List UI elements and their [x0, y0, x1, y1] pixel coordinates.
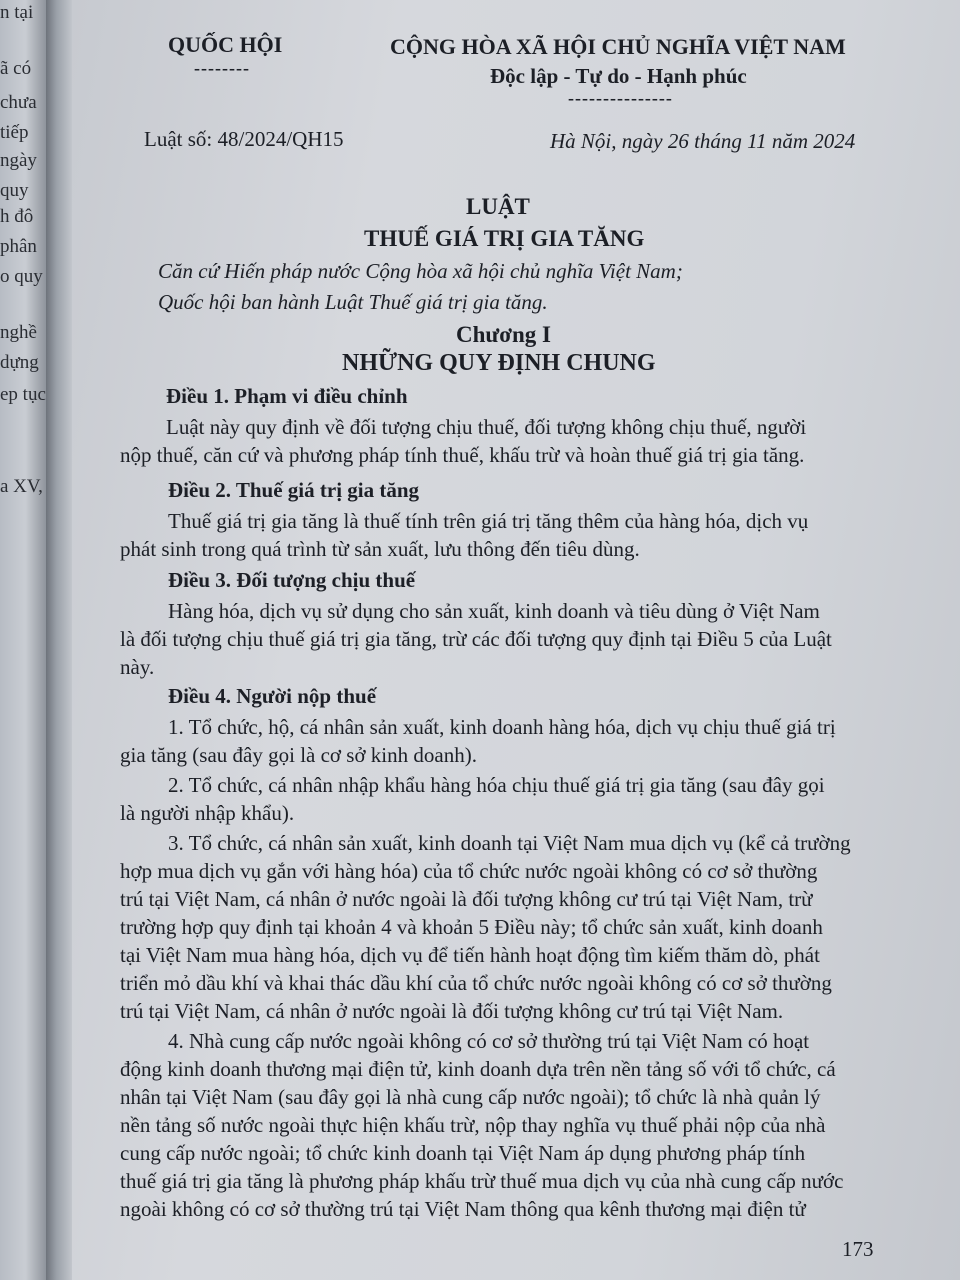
document-type: LUẬT — [466, 194, 530, 219]
article-text: là người nhập khẩu). — [120, 801, 295, 825]
margin-fragment: tiếp — [0, 122, 29, 143]
article-text: động kinh doanh thương mại điện tử, kinh doanh dựa trên nền tảng số với tổ chức, cá — [120, 1057, 836, 1081]
article-text: 2. Tổ chức, cá nhân nhập khẩu hàng hóa chịu thuế giá trị gia tăng (sau đây gọi — [168, 773, 825, 797]
margin-fragment: ã có — [0, 58, 32, 79]
article-text: phát sinh trong quá trình từ sản xuất, lưu thông đến tiêu dùng. — [120, 537, 640, 561]
law-number: Luật số: 48/2024/QH15 — [144, 127, 344, 151]
article-text: nộp thuế, căn cứ và phương pháp tính thuế, khấu trừ và hoàn thuế giá trị gia tăng. — [120, 443, 805, 467]
preamble-line: Căn cứ Hiến pháp nước Cộng hòa xã hội chủ nghĩa Việt Nam; — [158, 259, 683, 283]
article-text: ngoài không có cơ sở thường trú tại Việt Nam thông qua kênh thương mại điện tử — [120, 1197, 806, 1221]
document-title: THUẾ GIÁ TRỊ GIA TĂNG — [364, 226, 645, 251]
article-text: trường hợp quy định tại khoản 4 và khoản 5 Điều này; tổ chức sản xuất, kinh doanh — [120, 915, 823, 939]
chapter-name: NHỮNG QUY ĐỊNH CHUNG — [342, 350, 656, 376]
margin-fragment: ngày — [0, 150, 37, 171]
margin-fragment: a XV, — [0, 476, 43, 497]
margin-fragment: h đô — [0, 206, 34, 227]
document-page — [72, 0, 960, 1280]
article-text: tại Việt Nam mua hàng hóa, dịch vụ để tiến hành hoạt động tìm kiếm thăm dò, phát — [120, 943, 820, 967]
article-4-title: Điều 4. Người nộp thuế — [168, 684, 377, 708]
article-text: 1. Tổ chức, hộ, cá nhân sản xuất, kinh doanh hàng hóa, dịch vụ chịu thuế giá trị — [168, 715, 836, 739]
article-text: Hàng hóa, dịch vụ sử dụng cho sản xuất, kinh doanh và tiêu dùng ở Việt Nam — [168, 599, 820, 623]
margin-fragment: n tại — [0, 2, 34, 23]
margin-fragment: ep tục — [0, 384, 46, 405]
book-spine — [46, 0, 72, 1280]
article-text: trú tại Việt Nam, cá nhân ở nước ngoài là đối tượng không cư trú tại Việt Nam. — [120, 999, 784, 1023]
article-text: triển mỏ dầu khí và khai thác dầu khí của tổ chức nước ngoài không có cơ sở thường — [120, 971, 832, 995]
article-text: Luật này quy định về đối tượng chịu thuế, đối tượng không chịu thuế, người — [166, 415, 807, 439]
page-number: 173 — [842, 1237, 874, 1261]
preamble-line: Quốc hội ban hành Luật Thuế giá trị gia tăng. — [158, 290, 548, 314]
article-text: thuế giá trị gia tăng là phương pháp khấu trừ thuế mua dịch vụ của nhà cung cấp nước — [120, 1169, 844, 1193]
place-date: Hà Nội, ngày 26 tháng 11 năm 2024 — [550, 129, 856, 153]
motto-underline: --------------- — [568, 88, 673, 108]
article-text: gia tăng (sau đây gọi là cơ sở kinh doanh). — [120, 743, 477, 767]
margin-fragment: chưa — [0, 92, 37, 113]
article-text: nền tảng số nước ngoài thực hiện khấu trừ, nộp thay nghĩa vụ thuế phải nộp của nhà — [120, 1113, 826, 1137]
article-3-title: Điều 3. Đối tượng chịu thuế — [168, 568, 416, 592]
national-title: CỘNG HÒA XÃ HỘI CHỦ NGHĨA VIỆT NAM — [390, 34, 846, 59]
issuing-body-underline: -------- — [194, 58, 250, 78]
issuing-body: QUỐC HỘI — [168, 32, 283, 57]
margin-fragment: nghề — [0, 322, 37, 343]
article-text: Thuế giá trị gia tăng là thuế tính trên giá trị tăng thêm của hàng hóa, dịch vụ — [168, 509, 809, 533]
article-text: 3. Tổ chức, cá nhân sản xuất, kinh doanh tại Việt Nam mua dịch vụ (kể cả trường — [168, 831, 851, 855]
national-motto: Độc lập - Tự do - Hạnh phúc — [490, 64, 747, 88]
article-text: này. — [120, 655, 155, 679]
chapter-number: Chương I — [456, 322, 551, 347]
article-text: 4. Nhà cung cấp nước ngoài không có cơ sở thường trú tại Việt Nam có hoạt — [168, 1029, 810, 1053]
margin-fragment: o quy — [0, 266, 43, 287]
margin-fragment: dựng — [0, 352, 39, 373]
article-1-title: Điều 1. Phạm vi điều chỉnh — [166, 384, 408, 408]
article-2-title: Điều 2. Thuế giá trị gia tăng — [168, 478, 420, 502]
margin-fragment: quy — [0, 180, 29, 201]
article-text: trú tại Việt Nam, cá nhân ở nước ngoài là đối tượng không cư trú tại Việt Nam, trừ — [120, 887, 813, 911]
article-text: nhân tại Việt Nam (sau đây gọi là nhà cung cấp nước ngoài); tổ chức là nhà quản lý — [120, 1085, 821, 1109]
article-text: hợp mua dịch vụ gắn với hàng hóa) của tổ chức nước ngoài không có cơ sở thường — [120, 859, 818, 883]
article-text: cung cấp nước ngoài; tổ chức kinh doanh tại Việt Nam áp dụng phương pháp tính — [120, 1141, 806, 1165]
margin-fragment: phân — [0, 236, 37, 257]
adjacent-page — [0, 0, 46, 1280]
article-text: là đối tượng chịu thuế giá trị gia tăng, trừ các đối tượng quy định tại Điều 5 của Luật — [120, 627, 832, 651]
